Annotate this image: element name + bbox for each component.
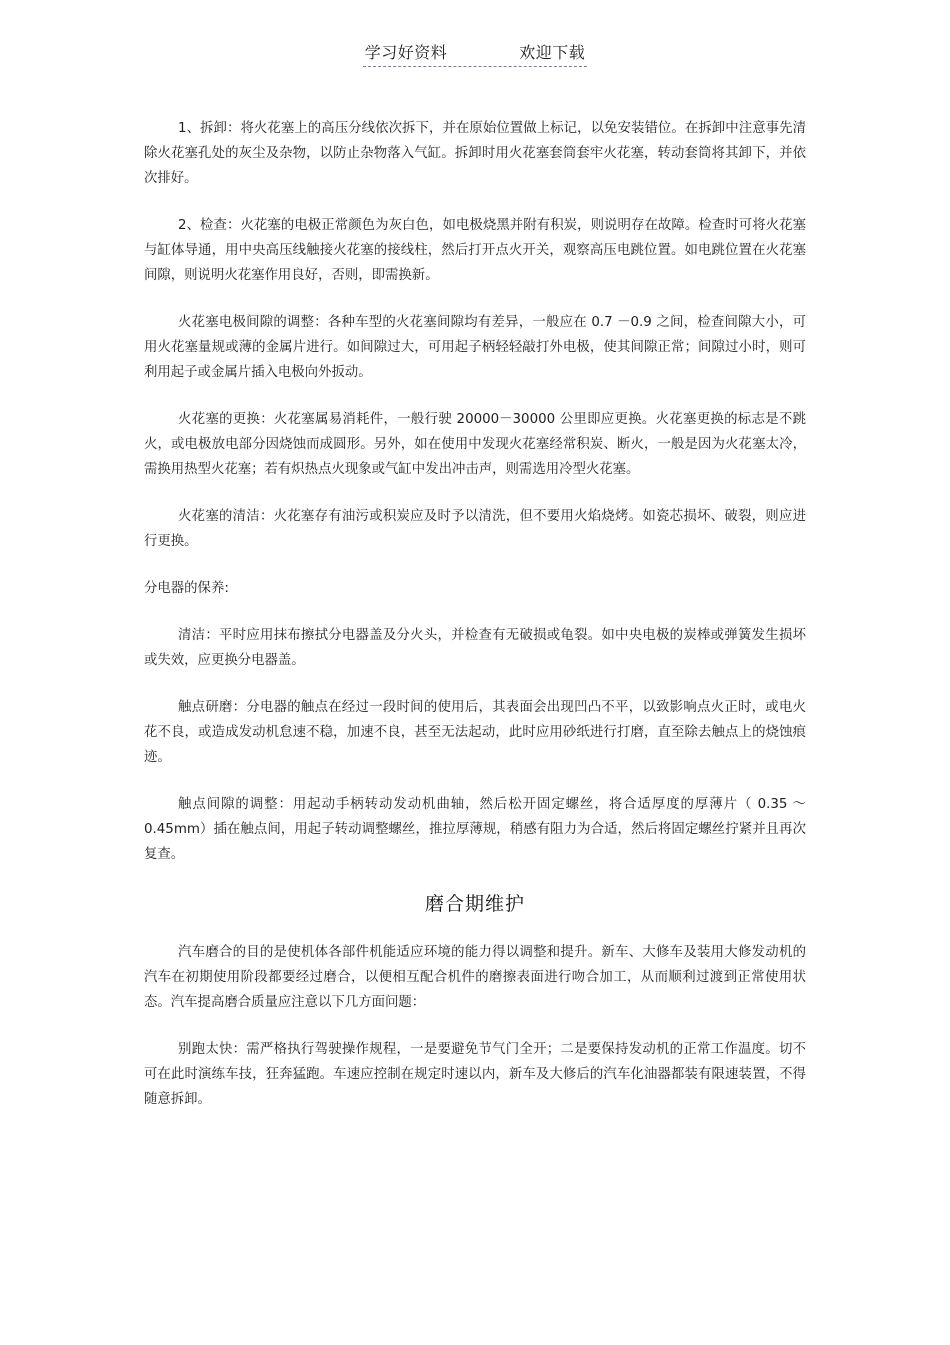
paragraph-contact-grinding: 触点研磨：分电器的触点在经过一段时间的使用后，其表面会出现凹凸不平，以致影响点火正时，或电火花不良，或造成发动机怠速不稳，加速不良，甚至无法起动，此时应用砂纸进行打磨，直至除去触点上的烧蚀痕迹。 bbox=[144, 700, 806, 765]
paragraph-replacement: 火花塞的更换：火花塞属易消耗件，一般行驶 20000－30000 公里即应更换。火花塞更换的标志是不跳火，或电极放电部分因烧蚀而成圆形。另外，如在使用中发现火花塞经常积炭、断火，一般是因为火花塞太冷，需换用热型火花塞；若有炽热点火现象或气缸中发出冲击声，则需选用冷型火花塞。 bbox=[144, 412, 806, 477]
paragraph-contact-gap: 触点间隙的调整：用起动手柄转动发动机曲轴，然后松开固定螺丝，将合适厚度的厚薄片（ 0.35 ～0.45mm）插在触点间，用起子转动调整螺丝，推拉厚薄规，稍感有阻力为合适，然后将固定螺丝拧紧并且再次复查。 bbox=[144, 797, 806, 862]
section-title: 磨合期维护 bbox=[424, 893, 525, 915]
header-left-text: 学习好资料 bbox=[364, 43, 448, 62]
paragraph-break-in-purpose: 汽车磨合的目的是使机体各部件机能适应环境的能力得以调整和提升。新车、大修车及装用大修发动机的汽车在初期使用阶段都要经过磨合，以便相互配合机件的磨擦表面进行吻合加工，从而顺利过渡到正常使用状态。汽车提高磨合质量应注意以下几方面问题： bbox=[144, 945, 806, 1010]
paragraph-gap-adjustment: 火花塞电极间隙的调整：各种车型的火花塞间隙均有差异，一般应在 0.7 －0.9 之间，检查间隙大小，可用火花塞量规或薄的金属片进行。如间隙过大，可用起子柄轻轻敲打外电极，使其间隙正常；间隙过小时，则可利用起子或金属片插入电极向外扳动。 bbox=[144, 315, 806, 380]
paragraph-dont-drive-fast: 别跑太快：需严格执行驾驶操作规程，一是要避免节气门全开；二是要保持发动机的正常工作温度。切不可在此时演练车技，狂奔猛跑。车速应控制在规定时速以内，新车及大修后的汽车化油器都装有限速装置，不得随意拆卸。 bbox=[144, 1042, 806, 1107]
paragraph-inspection: 2、检查：火花塞的电极正常颜色为灰白色，如电极烧黑并附有积炭，则说明存在故障。检查时可将火花塞与缸体导通，用中央高压线触接火花塞的接线柱，然后打开点火开关，观察高压电跳位置。如电跳位置在火花塞间隙，则说明火花塞作用良好，否则，即需换新。 bbox=[144, 218, 806, 283]
distributor-heading: 分电器的保养: bbox=[144, 581, 229, 596]
paragraph-distributor-cleaning: 清洁：平时应用抹布擦拭分电器盖及分火头，并检查有无破损或龟裂。如中央电极的炭棒或弹簧发生损坏或失效，应更换分电器盖。 bbox=[144, 628, 806, 668]
header-banner bbox=[363, 40, 588, 67]
page-header bbox=[0, 40, 950, 67]
header-right-text: 欢迎下载 bbox=[519, 43, 586, 62]
document-body bbox=[144, 116, 806, 1134]
paragraph-cleaning: 火花塞的清洁：火花塞存有油污或积炭应及时予以清洗，但不要用火焰烧烤。如瓷芯损坏、破裂，则应进行更换。 bbox=[144, 509, 806, 549]
paragraph-removal: 1、拆卸：将火花塞上的高压分线依次拆下，并在原始位置做上标记，以免安装错位。在拆卸中注意事先清除火花塞孔处的灰尘及杂物，以防止杂物落入气缸。拆卸时用火花塞套筒套牢火花塞，转动套筒将其卸下，并依次排好。 bbox=[144, 121, 806, 186]
